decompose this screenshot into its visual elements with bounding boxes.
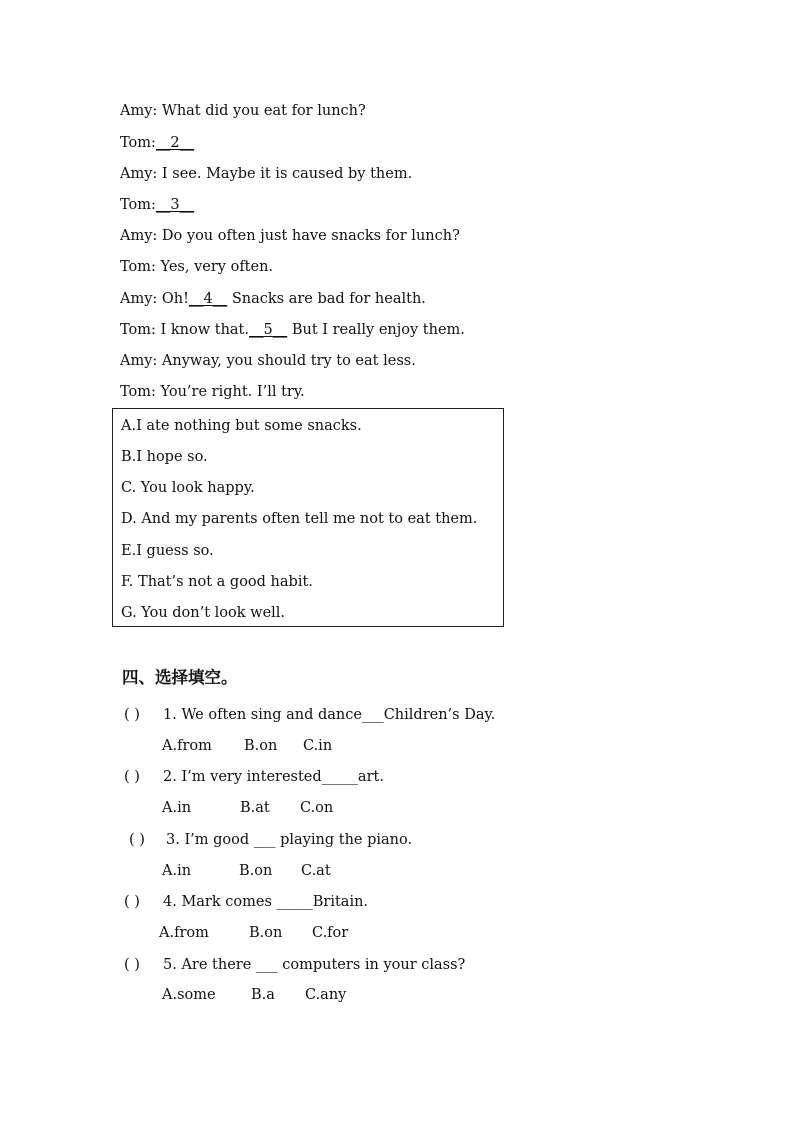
dialogue-line (120, 133, 194, 153)
question-text: 1. We often sing and dance___Children’s Day. (163, 707, 496, 723)
line-text: Anyway, you should try to eat less. (157, 353, 416, 369)
option-b: B.I hope so. (121, 449, 208, 465)
speaker: Amy: (120, 166, 158, 182)
answer-blank: __3__ (155, 197, 195, 213)
answer-parentheses: ( ) (124, 769, 140, 785)
speaker: Tom: (120, 259, 156, 275)
choice-b: B.a (251, 987, 275, 1003)
answer-parentheses: ( ) (124, 894, 140, 910)
line-text: Oh! (157, 291, 189, 307)
dialogue-line (120, 101, 366, 121)
choice-b: B.at (240, 800, 270, 816)
speaker: Amy: (120, 353, 158, 369)
option-d: D. And my parents often tell me not to eat them. (121, 511, 478, 527)
choice-c: C.any (305, 987, 347, 1003)
line-text: But I really enjoy them. (287, 322, 465, 338)
line-text: Do you often just have snacks for lunch? (157, 228, 460, 244)
choice-b: B.on (239, 863, 273, 879)
answer-blank: __2__ (155, 135, 195, 151)
choice-a: A.some (162, 987, 216, 1003)
option-e: E.I guess so. (121, 543, 214, 559)
section-title: 四、选择填空。 (122, 668, 238, 687)
dialogue-line (120, 257, 273, 277)
dialogue-line (120, 289, 426, 309)
dialogue-line (120, 320, 465, 340)
line-text: Yes, very often. (155, 259, 274, 275)
line-text: What did you eat for lunch? (157, 103, 366, 119)
dialogue-line (120, 164, 412, 184)
speaker: Tom: (120, 197, 156, 213)
choice-a: A.in (162, 800, 192, 816)
option-c: C. You look happy. (121, 480, 255, 496)
choice-b: B.on (244, 738, 278, 754)
option-f: F. That’s not a good habit. (121, 574, 313, 590)
answer-parentheses: ( ) (124, 957, 140, 973)
line-text: You’re right. I’ll try. (155, 384, 305, 400)
dialogue-line (120, 351, 416, 371)
question-text: 2. I’m very interested_____art. (163, 769, 384, 785)
speaker: Amy: (120, 291, 158, 307)
speaker: Amy: (120, 228, 158, 244)
choice-c: C.in (303, 738, 333, 754)
answer-blank: __4__ (188, 291, 228, 307)
line-text: Snacks are bad for health. (227, 291, 426, 307)
choice-b: B.on (249, 925, 283, 941)
option-g: G. You don’t look well. (121, 605, 286, 621)
speaker: Tom: (120, 322, 156, 338)
speaker: Tom: (120, 135, 156, 151)
choice-c: C.for (312, 925, 349, 941)
question-text: 3. I’m good ___ playing the piano. (166, 832, 413, 848)
dialogue-line (120, 382, 305, 402)
choice-c: C.at (301, 863, 331, 879)
dialogue-line (120, 195, 194, 215)
option-a: A.I ate nothing but some snacks. (121, 418, 362, 434)
choice-a: A.from (162, 738, 212, 754)
answer-blank: __5__ (249, 322, 288, 338)
line-text: I see. Maybe it is caused by them. (157, 166, 413, 182)
choice-a: A.from (159, 925, 209, 941)
question-text: 4. Mark comes _____Britain. (163, 894, 369, 910)
speaker: Tom: (120, 384, 156, 400)
choice-c: C.on (300, 800, 334, 816)
line-text: I know that. (155, 322, 249, 338)
answer-parentheses: ( ) (129, 832, 145, 848)
choice-a: A.in (162, 863, 192, 879)
answer-parentheses: ( ) (124, 707, 140, 723)
options-box (112, 408, 504, 627)
speaker: Amy: (120, 103, 158, 119)
question-text: 5. Are there ___ computers in your class? (163, 957, 466, 973)
dialogue-line (120, 226, 460, 246)
